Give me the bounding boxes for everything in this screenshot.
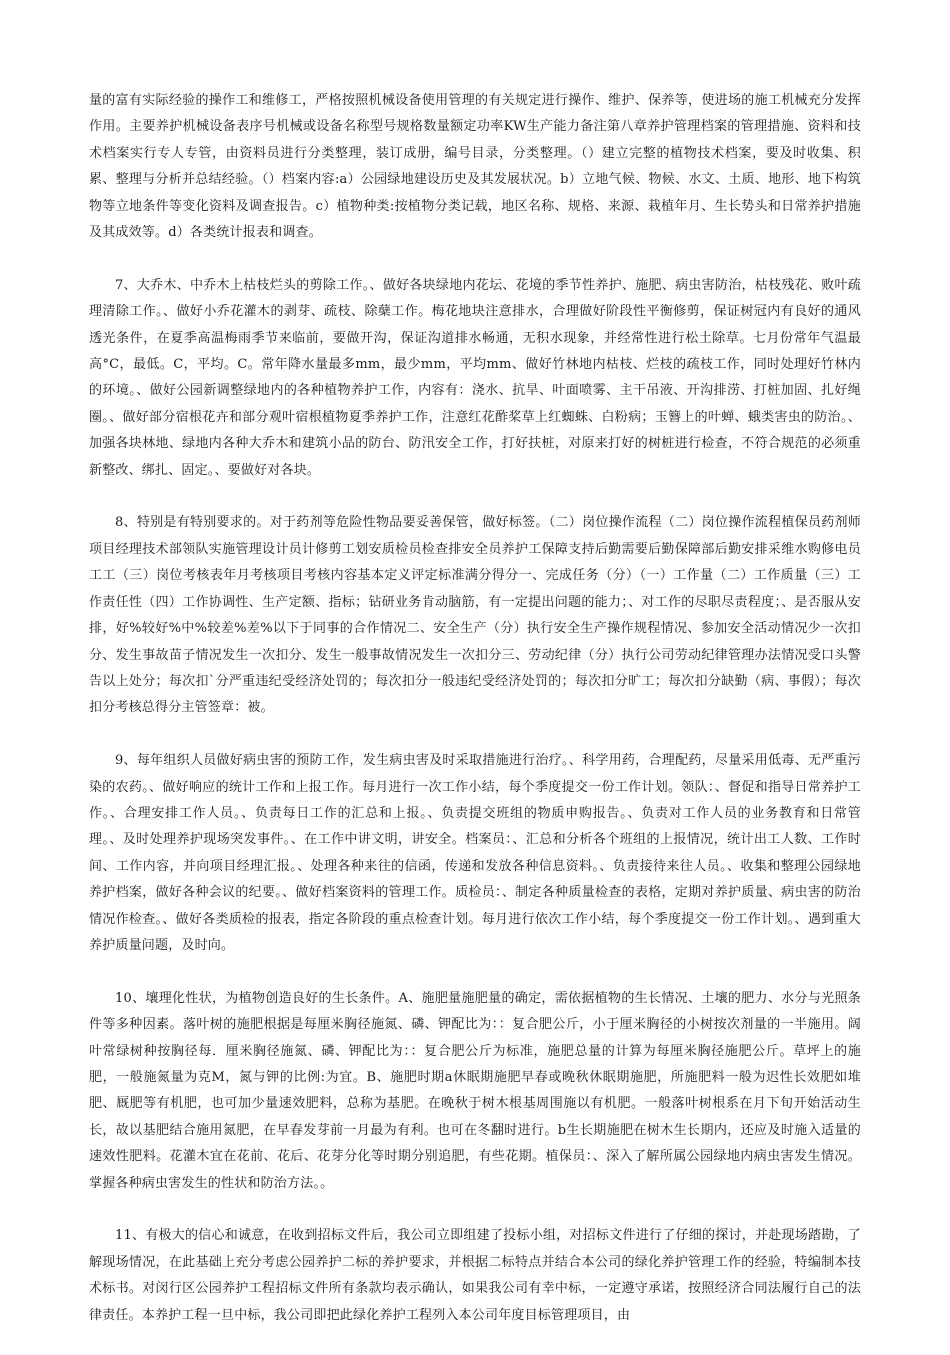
- document-page: [89, 88, 861, 1355]
- paragraph-9-pest-prevention: 9、每年组织人员做好病虫害的预防工作，发生病虫害及时采取措施进行治疗。、科学用药，合理配药，尽量采用低毒、无严重污染的农药。、做好响应的统计工作和上报工作。每月进行一次工作小结，每个季度提交一份工作计划。领队：、督促和指导日常养护工作。、合理安排工作人员。、负责每日工作的汇总和上报。、负责提交班组的物质申购报告。、负责对工作人员的业务教育和日常管理。、及时处理养护现场突发事件。、在工作中讲文明，讲安全。档案员：、汇总和分析各个班组的上报情况，统计出工人数、工作时间、工作内容，并向项目经理汇报。、处理各种来往的信函，传递和发放各种信息资料。、负责接待来往人员。、收集和整理公园绿地养护档案，做好各种会议的纪要。、做好档案资料的管理工作。质检员：、制定各种质量检查的表格，定期对养护质量、病虫害的防治情况作检查。、做好各类质检的报表，指定各阶段的重点检查计划。每月进行依次工作小结，每个季度提交一份工作计划。、遇到重大养护质量问题，及时向。: [89, 753, 861, 953]
- paragraph-11-bid-commitment: 11、有极大的信心和诚意，在收到招标文件后，我公司立即组建了投标小组，对招标文件进行了仔细的探讨，并赴现场踏勘，了解现场情况，在此基础上充分考虑公园养护二标的养护要求，并根据二标特点并结合本公司的绿化养护管理工作的经验，特编制本技术标书。对闵行区公园养护工程招标文件所有条款均表示确认，如果我公司有幸中标，一定遵守承诺，按照经济合同法履行自己的法律责任。本养护工程一旦中标，我公司即把此绿化养护工程列入本公司年度目标管理项目，由: [89, 1228, 861, 1323]
- paragraph-8-post-assessment: 8、特别是有特别要求的。对于药剂等危险性物品要妥善保管，做好标签。（二）岗位操作流程（二）岗位操作流程植保员药剂师项目经理技术部领队实施管理设计员计修剪工划安质检员检查排安全员养护工保障支持后勤需要后勤保障部后勤安排采维水购修电员工工（三）岗位考核表年月考核项目考核内容基本定义评定标准满分得分一、完成任务（分）（一）工作量（二）工作质量（三）工作责任性（四）工作协调性、生产定额、指标；钻研业务肯动脑筋，有一定提出问题的能力；、对工作的尽职尽责程度；、是否服从安排，好%较好%中%较差%差%以下于同事的合作情况二、安全生产（分）执行安全生产操作规程情况、参加安全活动情况少一次扣分、发生事故苗子情况发生一次扣分、发生一般事故情况发生一次扣分三、劳动纪律（分）执行公司劳动纪律管理办法情况受口头警告以上处分；每次扣`分严重违纪受经济处罚的；每次扣分一般违纪受经济处罚的；每次扣分旷工；每次扣分缺勤（病、事假）；每次扣分考核总得分主管签章：被。: [89, 515, 861, 716]
- paragraph-10-fertilization: 10、壤理化性状，为植物创造良好的生长条件。A、施肥量施肥量的确定，需依据植物的生长情况、土壤的肥力、水分与光照条件等多种因素。落叶树的施肥根据是每厘米胸径施氮、磷、钾配比为：：复合肥公斤，小于厘米胸径的小树按次剂量的一半施用。阔叶常绿树种按胸径每．厘米胸径施氮、磷、钾配比为：：复合肥公斤为标准，施肥总量的计算为每厘米胸径施肥公斤。草坪上的施肥，一般施氮量为克M，氮与钾的比例:为宜。B、施肥时期a休眠期施肥早春或晚秋休眠期施肥，所施肥料一般为迟性长效肥如堆肥、厩肥等有机肥，也可加少量速效肥料，总称为基肥。在晚秋于树木根基周围施以有机肥。一般落叶树根系在月下旬开始活动生长，故以基肥结合施用氮肥，在早春发芽前一月最为有利。也可在冬翻时进行。b生长期施肥在树木生长期内，还应及时施入适量的速效性肥料。花灌木宜在花前、花后、花芽分化等时期分别追肥，有些花期。植保员：、深入了解所属公园绿地内病虫害发生情况。掌握各种病虫害发生的性状和防治方法。。: [89, 990, 861, 1191]
- paragraph-7-pruning-work: 7、大乔木、中乔木上枯枝烂头的剪除工作。、做好各块绿地内花坛、花境的季节性养护、施肥、病虫害防治，枯枝残花、败叶疏理清除工作。、做好小乔花灌木的剥芽、疏枝、除蘖工作。梅花地块注意排水，合理做好阶段性平衡修剪，保证树冠内有良好的通风透光条件，在夏季高温梅雨季节来临前，要做开沟，保证沟道排水畅通，无积水现象，并经常性进行松土除草。七月份常年气温最高°C，最低。C，平均。C。常年降水量最多mm，最少mm，平均mm、做好竹林地内枯枝、烂枝的疏枝工作，同时处理好竹林内的环境。、做好公园新调整绿地内的各种植物养护工作，内容有：浇水、抗旱、叶面喷雾、主干吊液、开沟排涝、打桩加固、扎好绳圈。、做好部分宿根花卉和部分观叶宿根植物夏季养护工作，注意红花酢桨草上红蜘蛛、白粉病；玉簪上的叶蝉、蛾类害虫的防治。、加强各块林地、绿地内各种大乔木和建筑小品的防台、防汛安全工作，打好扶桩，对原来打好的树桩进行检查，不符合规范的必须重新整改、绑扎、固定。、要做好对各块。: [89, 277, 861, 478]
- paragraph-archive-management: 量的富有实际经验的操作工和维修工，严格按照机械设备使用管理的有关规定进行操作、维护、保养等，使进场的施工机械充分发挥作用。主要养护机械设备表序号机械或设备名称型号规格数量额定功率KW生产能力备注第八章养护管理档案的管理措施、资料和技术档案实行专人专管，由资料员进行分类整理，装订成册，编号目录，分类整理。（）建立完整的植物技术档案，要及时收集、积累、整理与分析并总结经验。（）档案内容:a）公园绿地建设历史及其发展状况。b）立地气候、物候、水文、土质、地形、地下构筑物等立地条件等变化资料及调查报告。c）植物种类:按植物分类记载，地区名称、规格、来源、栽植年月、生长势头和日常养护措施及其成效等。d）各类统计报表和调查。: [89, 93, 861, 241]
